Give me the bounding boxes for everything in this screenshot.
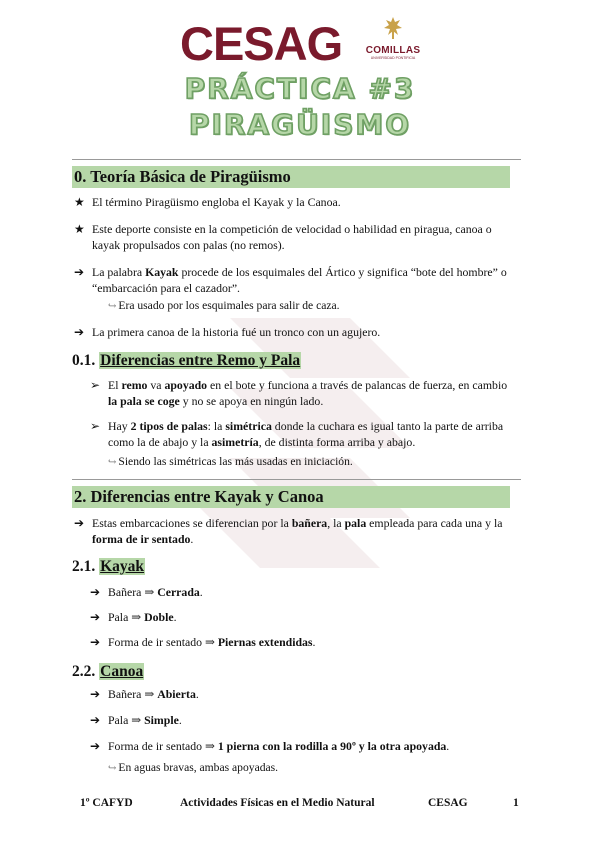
list-item: ➢ Hay 2 tipos de palas: la simétrica donde la cuchara es igual tanto la parte de arriba como la de abajo y la asimetría, de distinta forma arriba y abajo. — [90, 419, 504, 449]
practice-subtitle: PIRAGÜISMO — [188, 108, 412, 141]
list-item: ➔ Pala ⇒ Doble. — [90, 610, 177, 624]
list-item: ➔ La primera canoa de la historia fué un tronco con un agujero. — [74, 325, 381, 339]
list-item: ➔ Pala ⇒ Simple. — [90, 713, 182, 727]
right-arrow-icon: ➔ — [90, 687, 101, 701]
footer-org: CESAG — [428, 797, 468, 809]
subsection-heading: 2.2. Canoa — [72, 663, 144, 680]
right-arrow-icon: ➔ — [74, 516, 85, 530]
sub-note: ↪ Siendo las simétricas las más usadas en iniciación. — [108, 455, 353, 468]
hook-arrow-icon: ↪ — [108, 763, 117, 774]
hook-arrow-icon: ↪ — [108, 457, 117, 468]
footer-subject: Actividades Físicas en el Medio Natural — [180, 797, 375, 809]
hook-arrow-icon: ↪ — [108, 301, 117, 312]
cesag-logo: CESAG — [180, 17, 343, 70]
list-item: ➔ Bañera ⇒ Abierta. — [90, 687, 199, 701]
sub-note: ↪ En aguas bravas, ambas apoyadas. — [108, 761, 279, 774]
arrowhead-icon: ➢ — [90, 378, 101, 392]
list-item: ➔ Forma de ir sentado ⇒ 1 pierna con la rodilla a 90º y la otra apoyada. — [90, 739, 450, 753]
right-arrow-icon: ➔ — [74, 325, 85, 339]
subsection-heading: 2.1. Kayak — [72, 558, 145, 575]
page-number: 1 — [513, 797, 519, 809]
page-header — [0, 10, 600, 70]
subsection-heading: 0.1. Diferencias entre Remo y Pala — [72, 352, 301, 369]
sub-note: ↪ Era usado por los esquimales para salir de caza. — [108, 299, 340, 312]
practice-title: PRÁCTICA #3 — [184, 72, 416, 105]
list-item: ★ Este deporte consiste en la competición de velocidad o habilidad en piragua, canoa o kayak propulsados con palas (no remos). — [74, 222, 492, 252]
divider — [72, 159, 521, 160]
divider — [72, 479, 521, 480]
comillas-subtitle: UNIVERSIDAD PONTIFICIA — [370, 56, 416, 60]
star-icon: ★ — [74, 222, 85, 236]
right-arrow-icon: ➔ — [90, 610, 101, 624]
star-icon: ★ — [74, 195, 85, 209]
right-arrow-icon: ➔ — [74, 265, 85, 279]
right-arrow-icon: ➔ — [90, 739, 101, 753]
footer-course: 1º CAFYD — [80, 797, 133, 809]
list-item: ➔ La palabra Kayak procede de los esquimales del Ártico y significa “bote del hombre” o “embarcación para el cazador”. — [74, 265, 507, 295]
section-heading: 0. Teoría Básica de Piragüismo — [72, 166, 510, 188]
right-arrow-icon: ➔ — [90, 635, 101, 649]
right-arrow-icon: ➔ — [90, 713, 101, 727]
list-item: ★ El término Piragüismo engloba el Kayak y la Canoa. — [74, 195, 341, 209]
comillas-logo — [358, 16, 428, 72]
list-item: ➔ Bañera ⇒ Cerrada. — [90, 585, 203, 599]
comillas-emblem-icon — [382, 16, 404, 40]
section-heading: 2. Diferencias entre Kayak y Canoa — [72, 486, 510, 508]
right-arrow-icon: ➔ — [90, 585, 101, 599]
list-item: ➔ Estas embarcaciones se diferencian por la bañera, la pala empleada para cada una y la forma de ir sentado. — [74, 516, 503, 546]
comillas-name: COMILLAS — [365, 45, 421, 56]
list-item: ➢ El remo va apoyado en el bote y funciona a través de palancas de fuerza, en cambio la pala se coge y no se apoya en ningún lado. — [90, 378, 508, 408]
arrowhead-icon: ➢ — [90, 419, 101, 433]
list-item: ➔ Forma de ir sentado ⇒ Piernas extendidas. — [90, 635, 316, 649]
